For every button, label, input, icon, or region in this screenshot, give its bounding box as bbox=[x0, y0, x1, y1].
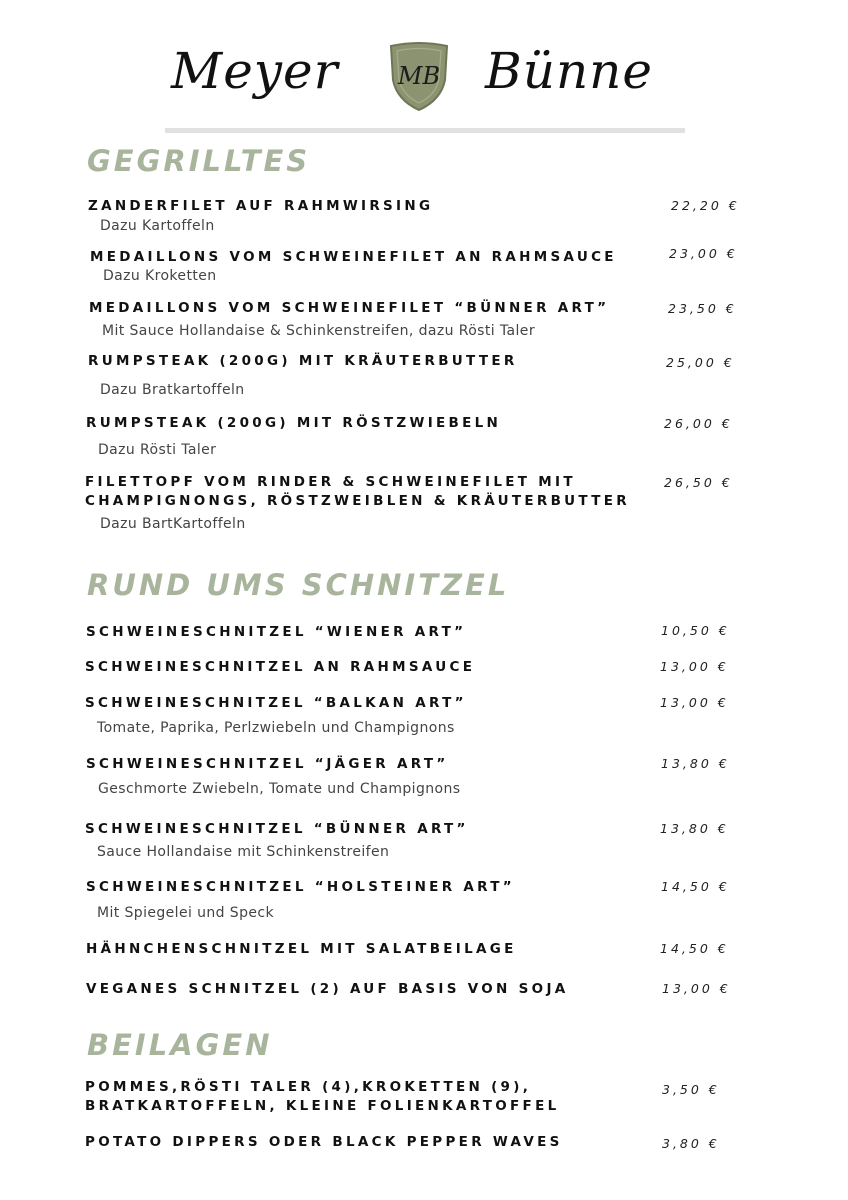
crest-icon bbox=[387, 40, 451, 112]
logo-divider bbox=[165, 128, 685, 133]
menu-item-description: Mit Sauce Hollandaise & Schinkenstreifen, dazu Rösti Taler bbox=[102, 323, 535, 339]
menu-item-price: 26,50 € bbox=[664, 475, 733, 490]
logo-name-left: Meyer bbox=[171, 42, 339, 100]
menu-item-name-line: SCHWEINESCHNITZEL AN RAHMSAUCE bbox=[85, 659, 476, 675]
menu-item-price: 14,50 € bbox=[661, 879, 730, 894]
menu-item-name-line: POTATO DIPPERS ODER BLACK PEPPER WAVES bbox=[85, 1134, 563, 1150]
menu-item-price: 3,80 € bbox=[662, 1136, 720, 1151]
menu-item-price: 13,00 € bbox=[660, 695, 729, 710]
menu-item-name-line: BRATKARTOFFELN, KLEINE FOLIENKARTOFFEL bbox=[85, 1098, 560, 1114]
menu-item-name bbox=[89, 299, 609, 318]
menu-item-name-line: SCHWEINESCHNITZEL “HOLSTEINER ART” bbox=[86, 879, 515, 895]
menu-item-name bbox=[88, 197, 433, 216]
menu-item-name-line: SCHWEINESCHNITZEL “BÜNNER ART” bbox=[85, 821, 469, 837]
restaurant-logo bbox=[165, 34, 685, 134]
menu-item-name-line: SCHWEINESCHNITZEL “BALKAN ART” bbox=[85, 695, 467, 711]
menu-item-name-line: RUMPSTEAK (200G) MIT RÖSTZWIEBELN bbox=[86, 415, 502, 431]
menu-item-price: 22,20 € bbox=[671, 198, 740, 213]
menu-item-name bbox=[86, 940, 517, 959]
menu-item-name-line: MEDAILLONS VOM SCHWEINEFILET “BÜNNER ART” bbox=[89, 300, 610, 316]
menu-item-description: Dazu Kartoffeln bbox=[100, 218, 215, 234]
menu-item-name bbox=[86, 878, 515, 897]
crest-monogram: MB bbox=[397, 62, 441, 90]
menu-item-name bbox=[90, 248, 617, 267]
menu-item-description: Mit Spiegelei und Speck bbox=[97, 905, 275, 921]
menu-item-name-line: FILETTOPF VOM RINDER & SCHWEINEFILET MIT bbox=[85, 474, 576, 490]
logo-name-right: Bünne bbox=[485, 42, 653, 100]
menu-item-price: 14,50 € bbox=[660, 941, 729, 956]
menu-item-name bbox=[86, 623, 466, 642]
menu-item-name-line: POMMES,RÖSTI TALER (4),KROKETTEN (9), bbox=[85, 1079, 532, 1095]
menu-item-price: 13,00 € bbox=[660, 659, 729, 674]
menu-item-name bbox=[86, 414, 501, 433]
menu-item-price: 26,00 € bbox=[664, 416, 733, 431]
menu-item-price: 23,00 € bbox=[669, 246, 738, 261]
menu-item-name-line: VEGANES SCHNITZEL (2) AUF BASIS VON SOJA bbox=[86, 981, 569, 997]
menu-item-name-line: CHAMPIGNONGS, RÖSTZWEIBLEN & KRÄUTERBUTTER bbox=[85, 493, 630, 509]
menu-item-price: 13,80 € bbox=[661, 756, 730, 771]
menu-item-name-line: SCHWEINESCHNITZEL “WIENER ART” bbox=[86, 624, 467, 640]
menu-item-price: 13,00 € bbox=[662, 981, 731, 996]
menu-item-name bbox=[86, 755, 449, 774]
menu-item-description: Sauce Hollandaise mit Schinkenstreifen bbox=[97, 844, 390, 860]
menu-item-description: Geschmorte Zwiebeln, Tomate und Champignons bbox=[98, 781, 461, 797]
section-title: GEGRILLTES bbox=[87, 144, 311, 178]
section-title: BEILAGEN bbox=[87, 1028, 273, 1062]
menu-item-price: 10,50 € bbox=[661, 623, 730, 638]
menu-item-name-line: HÄHNCHENSCHNITZEL MIT SALATBEILAGE bbox=[86, 941, 517, 957]
menu-item-name bbox=[85, 1133, 563, 1152]
menu-item-name bbox=[85, 820, 469, 839]
menu-item-description: Dazu Rösti Taler bbox=[98, 442, 217, 458]
menu-item-price: 3,50 € bbox=[662, 1082, 720, 1097]
menu-item-name bbox=[88, 352, 518, 371]
menu-item-name-line: MEDAILLONS VOM SCHWEINEFILET AN RAHMSAUCE bbox=[90, 249, 617, 265]
menu-item-description: Dazu Bratkartoffeln bbox=[100, 382, 245, 398]
menu-item-description: Tomate, Paprika, Perlzwiebeln und Champignons bbox=[97, 720, 455, 736]
menu-item-name bbox=[85, 1078, 560, 1116]
menu-item-name-line: SCHWEINESCHNITZEL “JÄGER ART” bbox=[86, 756, 449, 772]
menu-item-name bbox=[85, 473, 630, 511]
menu-item-price: 13,80 € bbox=[660, 821, 729, 836]
menu-item-description: Dazu BartKartoffeln bbox=[100, 516, 246, 532]
section-title: RUND UMS SCHNITZEL bbox=[87, 568, 510, 602]
menu-item-price: 25,00 € bbox=[666, 355, 735, 370]
menu-item-price: 23,50 € bbox=[668, 301, 737, 316]
menu-item-name bbox=[85, 658, 475, 677]
menu-item-name bbox=[85, 694, 467, 713]
menu-item-name-line: ZANDERFILET AUF RAHMWIRSING bbox=[88, 198, 434, 214]
menu-item-description: Dazu Kroketten bbox=[103, 268, 217, 284]
menu-item-name-line: RUMPSTEAK (200G) MIT KRÄUTERBUTTER bbox=[88, 353, 518, 369]
menu-item-name bbox=[86, 980, 569, 999]
